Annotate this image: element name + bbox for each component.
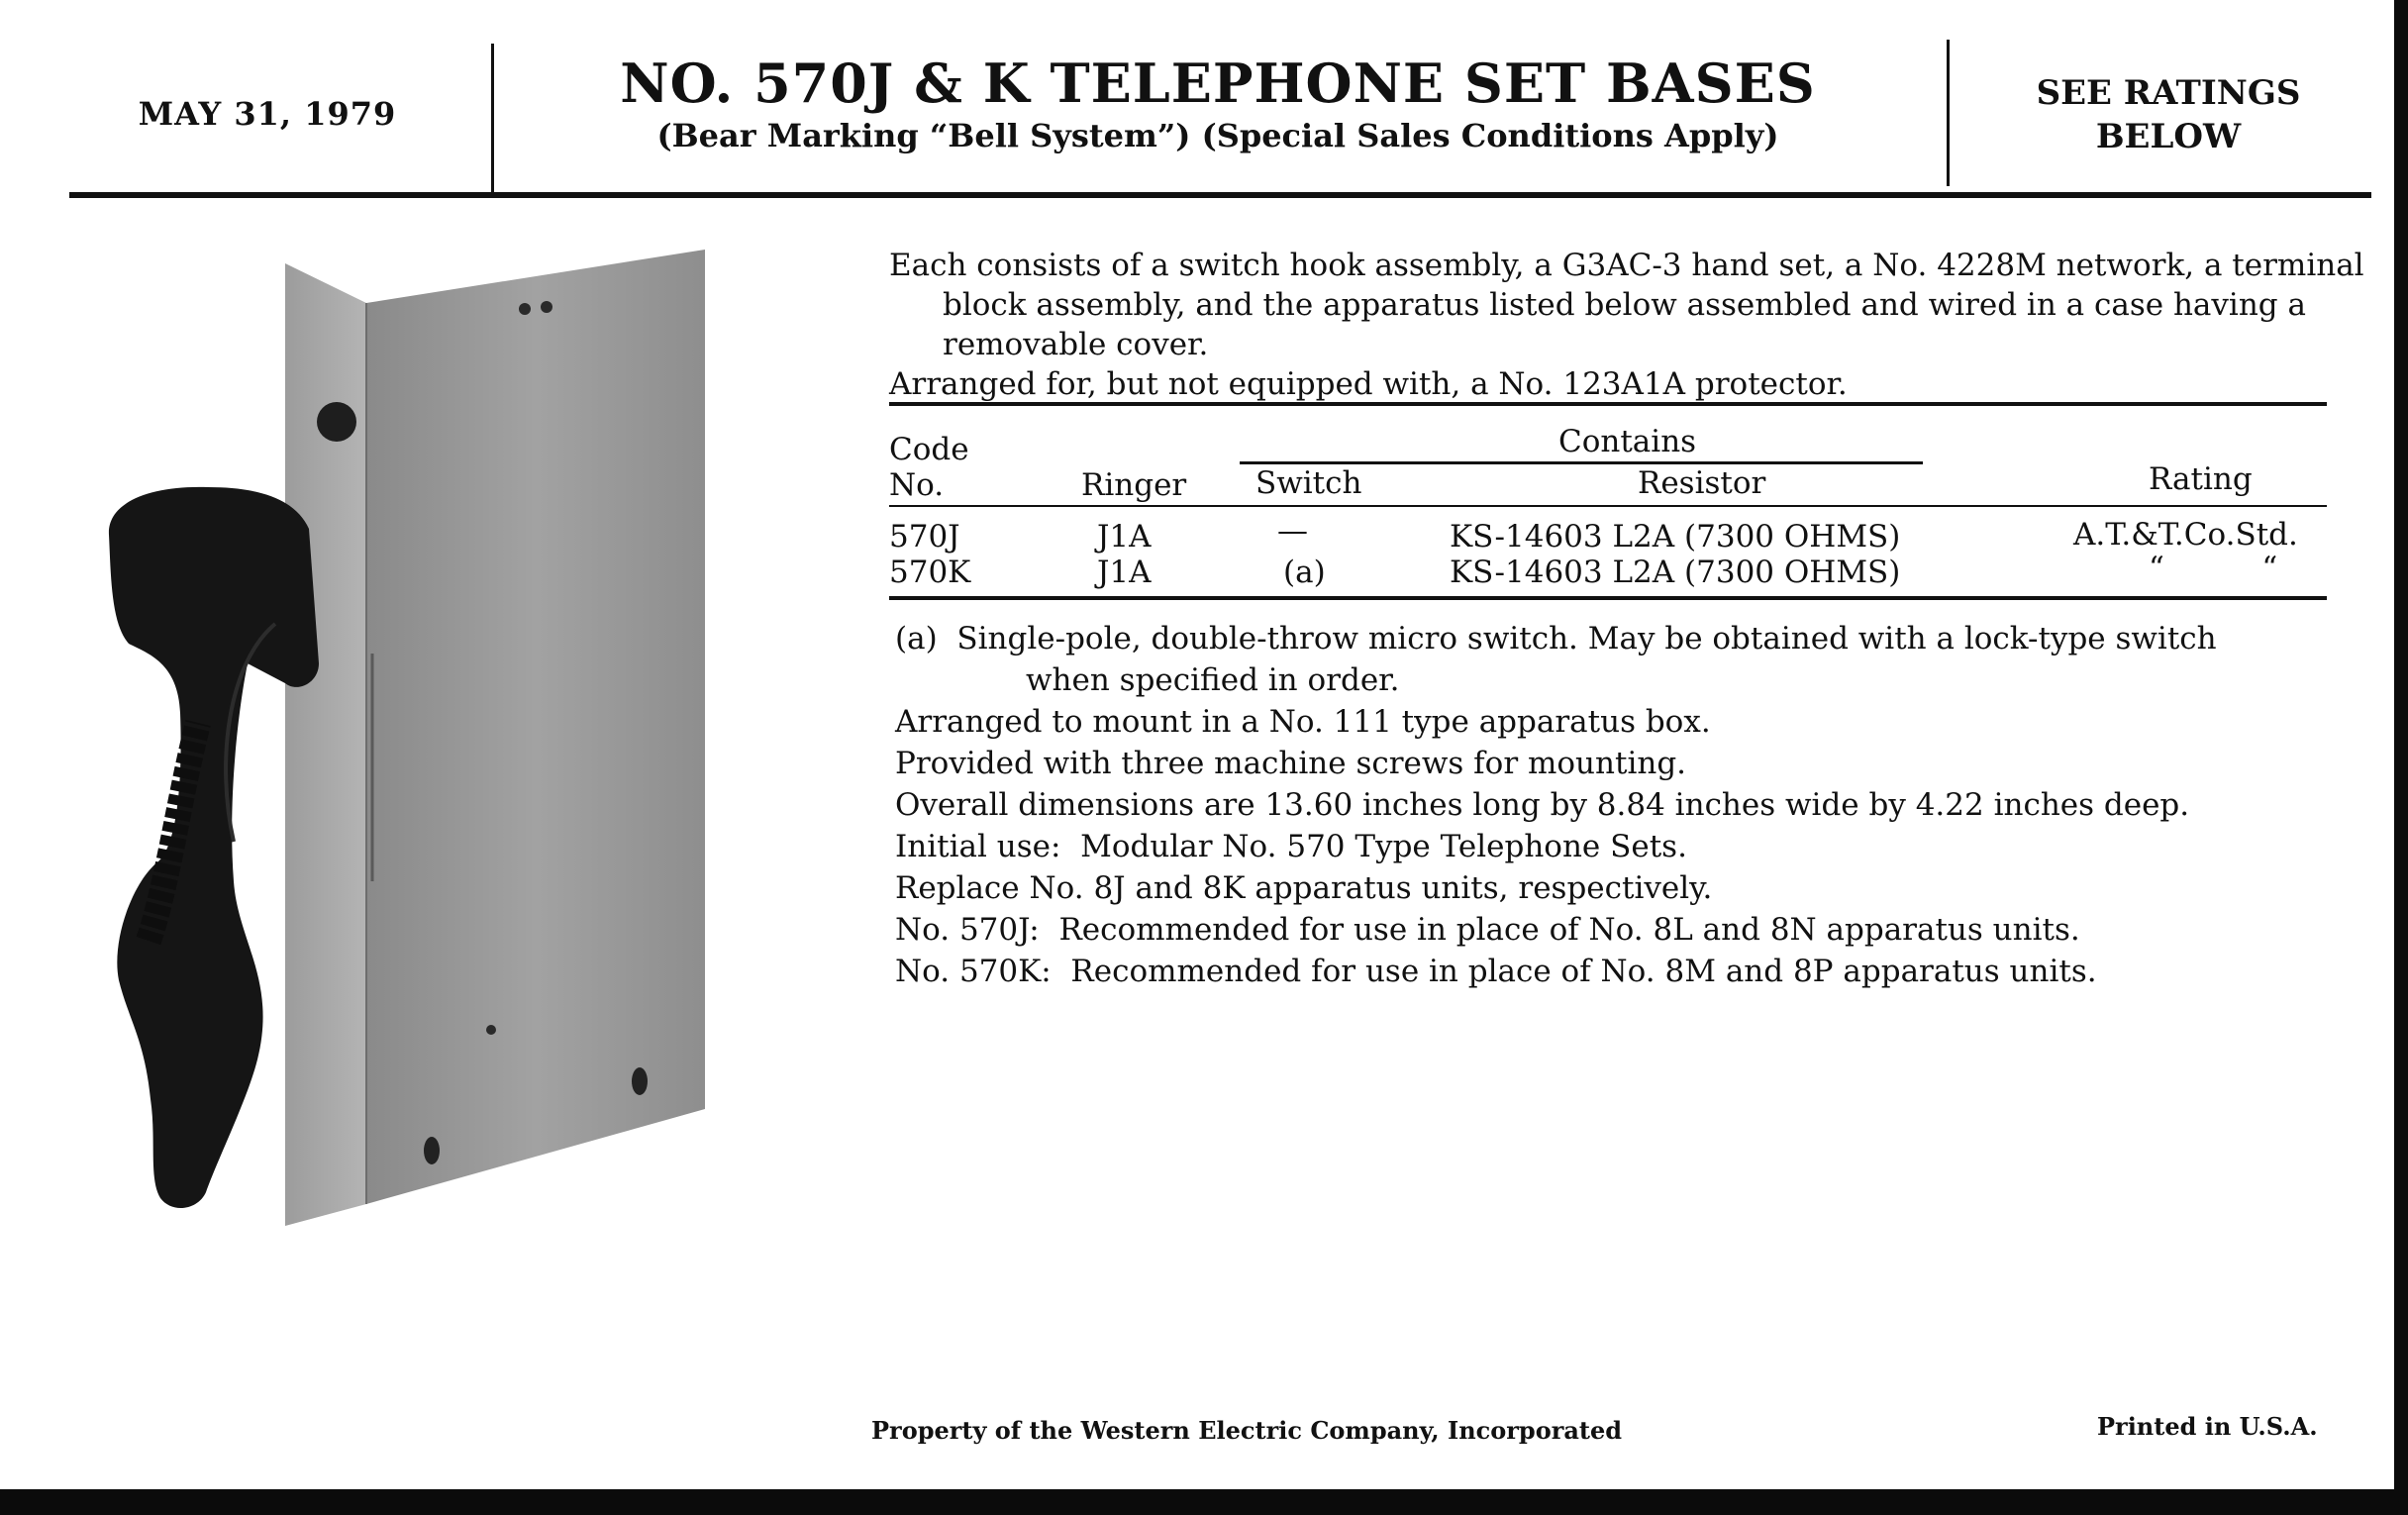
page-subtitle: (Bear Marking “Bell System”) (Special Sales Conditions Apply) bbox=[656, 117, 1779, 154]
header-rule bbox=[69, 192, 2371, 198]
description bbox=[889, 246, 2374, 404]
page-title: NO. 570J & K TELEPHONE SET BASES bbox=[620, 51, 1816, 115]
col-header-switch: Switch bbox=[1255, 465, 1362, 501]
note-replace: Replace No. 8J and 8K apparatus units, respectively. bbox=[895, 870, 1713, 906]
rating-note-line-2: BELOW bbox=[2095, 117, 2242, 156]
cell-resistor: KS-14603 L2A (7300 OHMS) bbox=[1450, 555, 1901, 590]
case-front-panel bbox=[366, 250, 705, 1204]
description-line-2: Arranged for, but not equipped with, a No. 123A1A protector. bbox=[889, 366, 1848, 402]
cell-rating: A.T.&T.Co.Std. bbox=[2073, 517, 2298, 553]
description-line-1: Each consists of a switch hook assembly, a G3AC-3 hand set, a No. 4228M network, a terminal block assembly, and the apparatus listed below assembled and wired in a case having a removable cover. bbox=[889, 248, 2364, 362]
table-bottom-rule bbox=[889, 596, 2327, 600]
header-divider-left bbox=[491, 44, 494, 192]
notes bbox=[895, 618, 2360, 992]
note-dimensions: Overall dimensions are 13.60 inches long by 8.84 inches wide by 4.22 inches deep. bbox=[895, 787, 2190, 823]
footnote-a-continued: when specified in order. bbox=[1026, 662, 1400, 698]
note-mounting: Arranged to mount in a No. 111 type apparatus box. bbox=[895, 704, 1711, 740]
footer-printed: Printed in U.S.A. bbox=[2097, 1412, 2318, 1441]
cell-ringer: J1A bbox=[1097, 555, 1152, 590]
col-header-contains: Contains bbox=[1558, 424, 1697, 459]
col-header-resistor: Resistor bbox=[1638, 465, 1766, 501]
cell-code: 570K bbox=[889, 555, 971, 590]
note-570k: No. 570K: Recommended for use in place of No. 8M and 8P apparatus units. bbox=[895, 954, 2097, 989]
header-rating-note bbox=[1960, 71, 2376, 158]
col-header-rating: Rating bbox=[2149, 461, 2253, 497]
product-photo bbox=[89, 248, 852, 1228]
table-top-rule bbox=[889, 402, 2327, 406]
footer-property: Property of the Western Electric Company, Incorporated bbox=[871, 1416, 1623, 1445]
col-header-ringer: Ringer bbox=[1081, 467, 1187, 503]
note-570j: No. 570J: Recommended for use in place of No. 8L and 8N apparatus units. bbox=[895, 912, 2080, 948]
footnote-a: (a) Single-pole, double-throw micro switch. May be obtained with a lock-type switch bbox=[895, 621, 2217, 656]
contains-rule bbox=[1240, 461, 1923, 464]
cell-code: 570J bbox=[889, 519, 960, 555]
issue-date: MAY 31, 1979 bbox=[138, 95, 397, 133]
header-divider-right bbox=[1947, 40, 1950, 186]
cell-switch: (a) bbox=[1283, 555, 1326, 590]
col-header-code: Code bbox=[889, 432, 969, 467]
cell-rating: “ “ bbox=[2149, 551, 2278, 586]
col-header-code-no: No. bbox=[889, 467, 945, 503]
cell-ringer: J1A bbox=[1097, 519, 1152, 555]
cell-switch: — bbox=[1277, 513, 1308, 549]
side-knob bbox=[317, 402, 356, 442]
note-initial-use: Initial use: Modular No. 570 Type Telephone Sets. bbox=[895, 829, 1687, 864]
scan-edge-bottom bbox=[0, 1489, 2408, 1515]
table-header-rule bbox=[889, 505, 2327, 507]
cell-resistor: KS-14603 L2A (7300 OHMS) bbox=[1450, 519, 1901, 555]
note-screws: Provided with three machine screws for mounting. bbox=[895, 746, 1687, 781]
scan-edge-right bbox=[2394, 0, 2408, 1515]
rating-note-line-1: SEE RATINGS bbox=[2036, 73, 2301, 113]
